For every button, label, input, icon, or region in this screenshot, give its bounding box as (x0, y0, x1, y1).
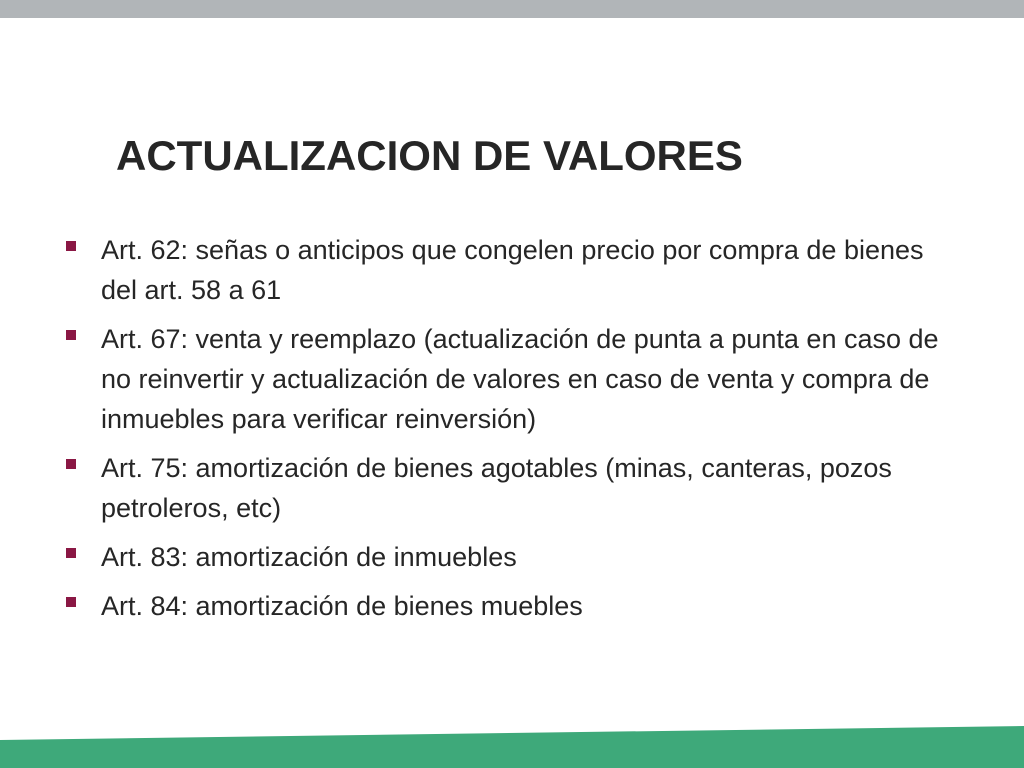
bullet-item (66, 230, 966, 310)
slide-title: ACTUALIZACION DE VALORES (116, 132, 743, 179)
bottom-band-shape (0, 726, 1024, 768)
bullet-item (66, 448, 966, 528)
bullet-text: Art. 84: amortización de bienes muebles (101, 591, 583, 621)
bullet-list (66, 230, 966, 635)
bullet-text: Art. 75: amortización de bienes agotables (minas, canteras, pozos petroleros, etc) (101, 453, 892, 523)
square-bullet-icon (66, 548, 76, 558)
bullet-text: Art. 83: amortización de inmuebles (101, 542, 517, 572)
square-bullet-icon (66, 330, 76, 340)
square-bullet-icon (66, 459, 76, 469)
bullet-item (66, 586, 966, 626)
square-bullet-icon (66, 241, 76, 251)
square-bullet-icon (66, 597, 76, 607)
bullet-item (66, 319, 966, 439)
top-bar (0, 0, 1024, 18)
green-band-polygon (0, 726, 1024, 768)
bullet-text: Art. 67: venta y reemplazo (actualización de punta a punta en caso de no reinvertir y actualización de valores en caso de venta y compra de inmuebles para verificar reinversión) (101, 324, 939, 434)
bullet-text: Art. 62: señas o anticipos que congelen precio por compra de bienes del art. 58 a 61 (101, 235, 924, 305)
bottom-band (0, 726, 1024, 768)
bullet-item (66, 537, 966, 577)
